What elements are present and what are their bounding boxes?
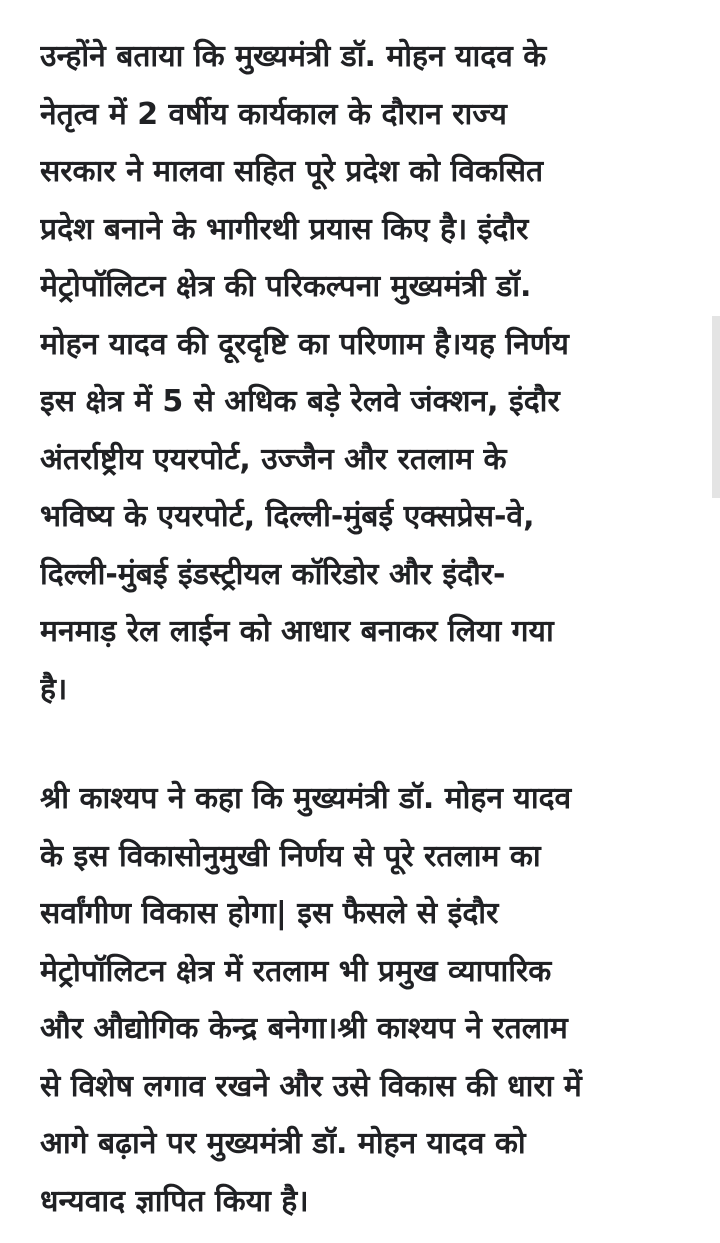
paragraph-2 xyxy=(40,770,690,1230)
text-line: उन्होंने बताया कि मुख्यमंत्री डॉ. मोहन यादव के xyxy=(40,39,547,74)
text-line: दिल्ली-मुंबई इंडस्ट्रीयल कॉरिडोर और इंदौर- xyxy=(40,556,506,592)
text-line: मेट्रोपॉलिटन क्षेत्र की परिकल्पना मुख्यमंत्री डॉ. xyxy=(40,269,532,304)
text-line: सर्वांगीण विकास होगा| इस फैसले से इंदौर xyxy=(40,896,499,931)
text-line: सरकार ने मालवा सहित पूरे प्रदेश को विकसित xyxy=(40,154,544,189)
text-line: आगे बढ़ाने पर मुख्यमंत्री डॉ. मोहन यादव को xyxy=(40,1126,526,1161)
text-line: मनमाड़ रेल लाईन को आधार बनाकर लिया गया xyxy=(40,614,554,649)
text-line: इस क्षेत्र में 5 से अधिक बड़े रेलवे जंक्शन, इंदौर xyxy=(40,384,560,419)
text-line: से विशेष लगाव रखने और उसे विकास की धारा में xyxy=(40,1068,582,1104)
text-line: भविष्य के एयरपोर्ट, दिल्ली-मुंबई एक्सप्रेस-वे, xyxy=(40,499,535,534)
text-line: नेतृत्व में 2 वर्षीय कार्यकाल के दौरान राज्य xyxy=(40,96,507,132)
text-line: धन्यवाद ज्ञापित किया है। xyxy=(40,1183,309,1219)
text-line: के इस विकासोनुमुखी निर्णय से पूरे रतलाम का xyxy=(40,838,541,874)
article-body xyxy=(40,28,690,1230)
text-line: प्रदेश बनाने के भागीरथी प्रयास किए है। इंदौर xyxy=(40,211,529,247)
text-line: और औद्योगिक केन्द्र बनेगा।श्री काश्यप ने रतलाम xyxy=(40,1011,568,1046)
text-line: है। xyxy=(40,671,68,707)
paragraph-1 xyxy=(40,28,690,718)
text-line: मेट्रोपॉलिटन क्षेत्र में रतलाम भी प्रमुख व्यापारिक xyxy=(40,953,552,989)
text-line: श्री काश्यप ने कहा कि मुख्यमंत्री डॉ. मोहन यादव xyxy=(40,781,572,816)
scrollbar-thumb[interactable] xyxy=(712,316,720,498)
text-line: अंतर्राष्ट्रीय एयरपोर्ट, उज्जैन और रतलाम के xyxy=(40,441,507,477)
text-line: मोहन यादव की दूरदृष्टि का परिणाम है।यह निर्णय xyxy=(40,326,569,362)
